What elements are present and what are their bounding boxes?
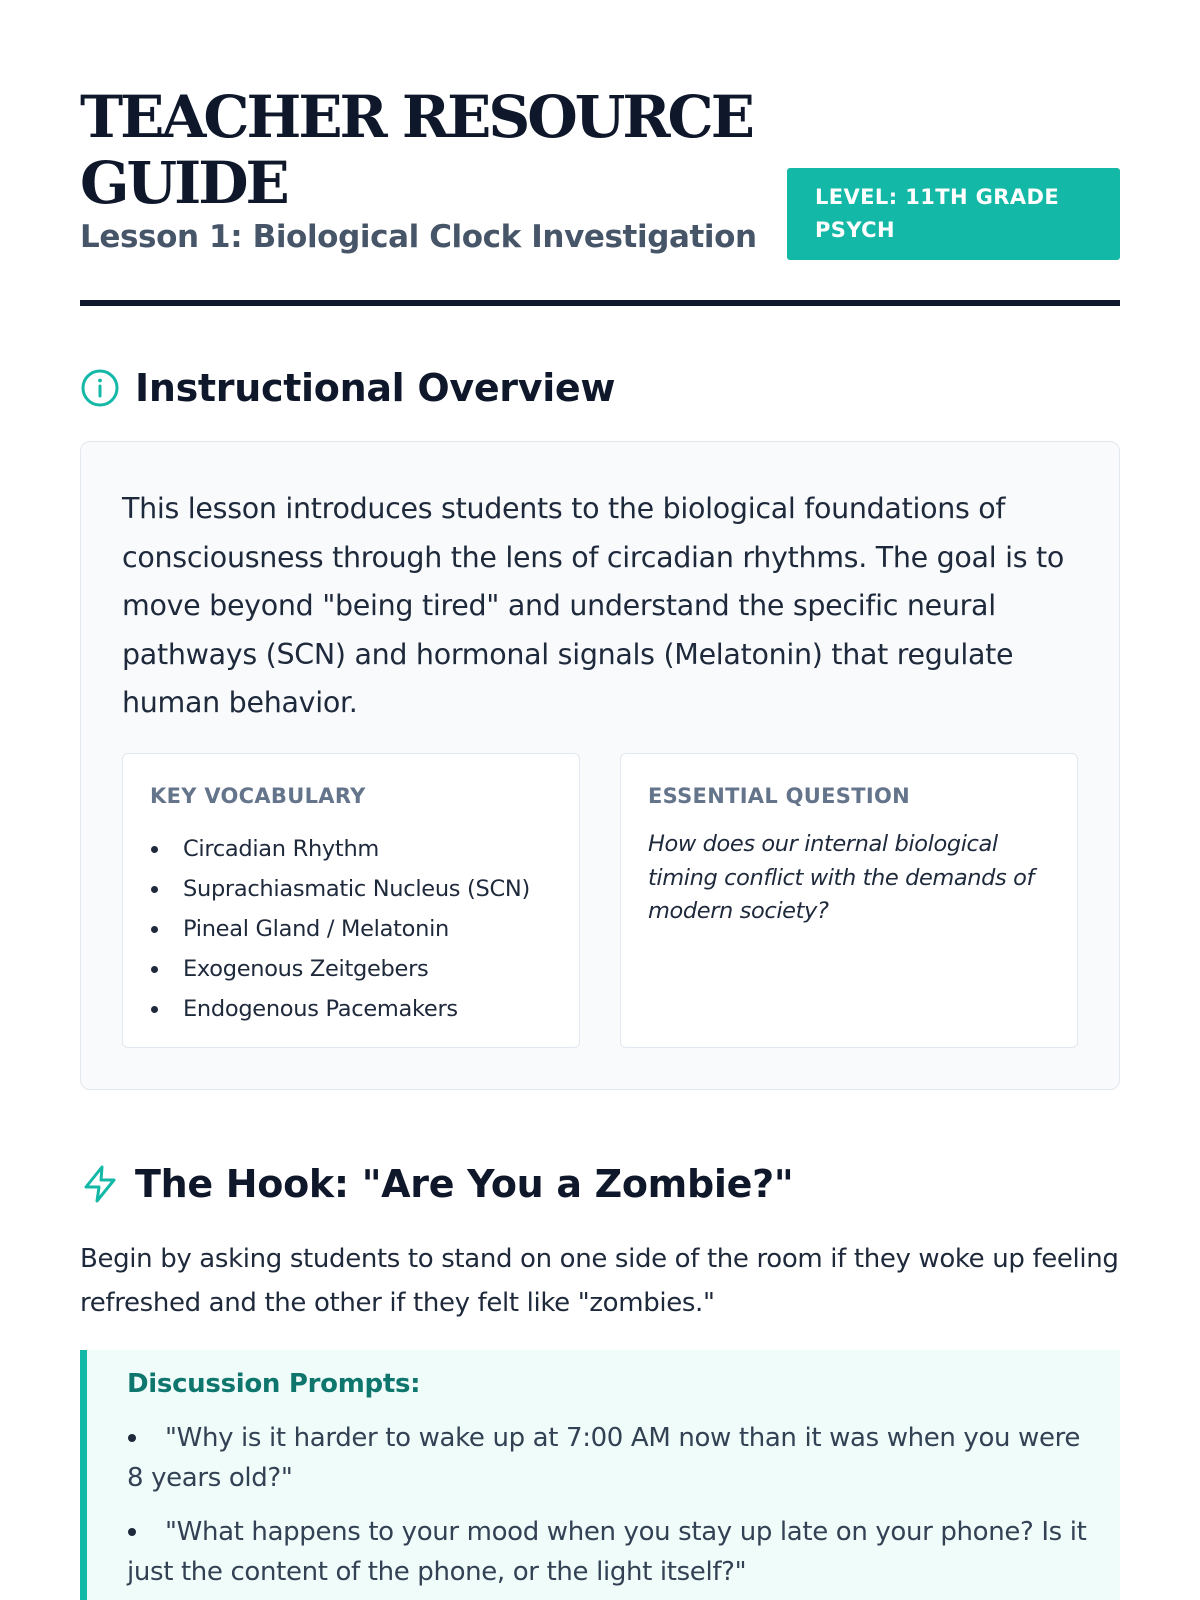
- discussion-prompt-item: "Why is it harder to wake up at 7:00 AM now than it was when you were 8 years old?": [127, 1418, 1087, 1498]
- overview-heading: Instructional Overview: [135, 366, 616, 410]
- discussion-prompts-callout: [80, 1350, 1120, 1600]
- discussion-prompt-item: "What happens to your mood when you stay up late on your phone? Is it just the content of the phone, or the light itself?": [127, 1512, 1087, 1592]
- essential-question-text: How does our internal biological timing conflict with the demands of modern society?: [648, 831, 1035, 924]
- essential-question-label: ESSENTIAL QUESTION: [648, 784, 910, 808]
- vocabulary-item: Pineal Gland / Melatonin: [150, 909, 530, 949]
- lesson-subtitle: Lesson 1: Biological Clock Investigation: [80, 219, 757, 255]
- vocabulary-item: Endogenous Pacemakers: [150, 989, 530, 1029]
- vocabulary-item: Suprachiasmatic Nucleus (SCN): [150, 869, 530, 909]
- key-vocabulary-label: KEY VOCABULARY: [150, 784, 366, 808]
- vocabulary-list: [150, 829, 530, 1029]
- overview-paragraph: This lesson introduces students to the biological foundations of consciousness through the lens of circadian rhythms. The goal is to move beyond "being tired" and understand the specific neural pathways (SCN) and hormonal signals (Melatonin) that regulate human behavior.: [122, 492, 1065, 719]
- hook-section-heading: [80, 1160, 793, 1208]
- essential-question-card: [620, 753, 1078, 1048]
- key-vocabulary-card: [122, 753, 580, 1048]
- discussion-prompts-title: Discussion Prompts:: [127, 1369, 421, 1399]
- level-badge: LEVEL: 11TH GRADE PSYCH: [787, 168, 1120, 260]
- overview-panel: [80, 441, 1120, 1090]
- lightning-bolt-icon: [80, 1164, 120, 1204]
- hook-heading: The Hook: "Are You a Zombie?": [135, 1162, 794, 1206]
- page-title: TEACHER RESOURCE GUIDE: [80, 83, 752, 217]
- vocabulary-item: Exogenous Zeitgebers: [150, 949, 530, 989]
- page-header: [80, 84, 1120, 304]
- hook-paragraph: Begin by asking students to stand on one side of the room if they woke up feeling refreshed and the other if they felt like "zombies.": [80, 1244, 1119, 1318]
- vocabulary-item: Circadian Rhythm: [150, 829, 530, 869]
- discussion-prompts-list: [127, 1418, 1087, 1600]
- header-divider: [80, 300, 1120, 306]
- overview-section-heading: [80, 364, 615, 412]
- info-circle-icon: [80, 368, 120, 408]
